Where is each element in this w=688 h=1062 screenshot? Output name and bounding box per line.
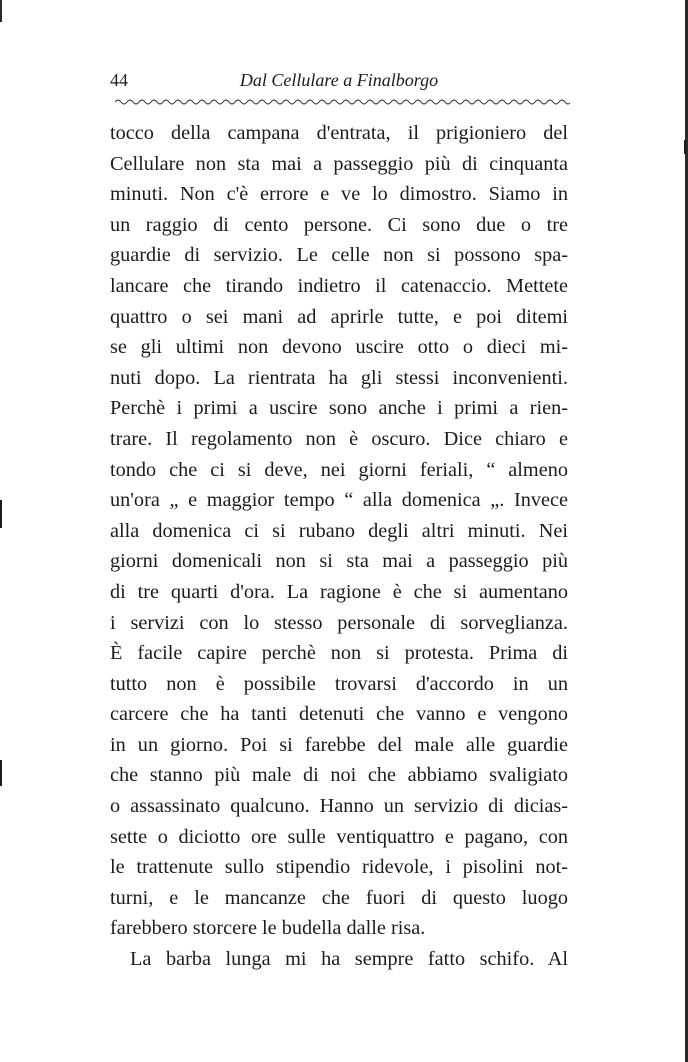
margin-mark [684,140,686,154]
text-line: alla domenica ci si rubano degli altri minuti. Nei [110,519,568,542]
text-line: le trattenute sullo stipendio ridevole, i pisolini not- [110,856,568,879]
text-line: tondo che ci si deve, nei giorni feriali, “ almeno [110,458,568,481]
body-text [110,118,568,975]
text-line: carcere che ha tanti detenuti che vanno e vengono [110,703,568,726]
text-line: o assassinato qualcuno. Hanno un servizio di dicias- [110,795,568,818]
text-line: Perchè i primi a uscire sono anche i primi a rien- [110,397,568,420]
text-line: in un giorno. Poi si farebbe del male alle guardie [110,733,568,756]
text-line: minuti. Non c'è errore e ve lo dimostro. Siamo in [110,183,568,206]
margin-mark [0,500,2,528]
text-line: che stanno più male di noi che abbiamo svaligiato [110,764,568,787]
text-line: quattro o sei mani ad aprirle tutte, e poi ditemi [110,305,568,328]
page-header [110,70,568,100]
paragraph-start-line: La barba lunga mi ha sempre fatto schifo. Al [130,948,568,971]
text-line: di tre quarti d'ora. La ragione è che si aumentano [110,580,568,603]
margin-mark [0,760,2,786]
text-line: È facile capire perchè non si protesta. Prima di [110,642,568,665]
text-line: un'ora „ e maggior tempo “ alla domenica „. Invece [110,489,568,512]
page-corner-mark [0,0,2,22]
text-line: turni, e le mancanze che fuori di questo luogo [110,886,568,909]
text-line: tocco della campana d'entrata, il prigioniero del [110,122,568,144]
text-line: Cellulare non sta mai a passeggio più di cinquanta [110,152,568,175]
text-line: farebbero storcere le budella dalle risa. [110,917,426,940]
text-line: sette o diciotto ore sulle ventiquattro e pagano, con [110,825,568,848]
text-line: tutto non è possibile trovarsi d'accordo in un [110,672,568,695]
text-line: trare. Il regolamento non è oscuro. Dice chiaro e [110,427,568,450]
text-line: nuti dopo. La rientrata ha gli stessi inconvenienti. [110,366,568,389]
text-line: un raggio di cento persone. Ci sono due o tre [110,213,568,236]
text-line: i servizi con lo stesso personale di sorveglianza. [110,611,568,634]
text-line: lancare che tirando indietro il catenaccio. Mettete [110,274,568,297]
page-number: 44 [110,70,128,90]
text-line: giorni domenicali non si sta mai a passeggio più [110,550,568,573]
header-wavy-rule [115,97,570,107]
running-title: Dal Cellulare a Finalborgo [239,70,439,90]
text-line: se gli ultimi non devono uscire otto o dieci mi- [110,336,568,359]
text-line: guardie di servizio. Le celle non si possono spa- [110,244,568,267]
